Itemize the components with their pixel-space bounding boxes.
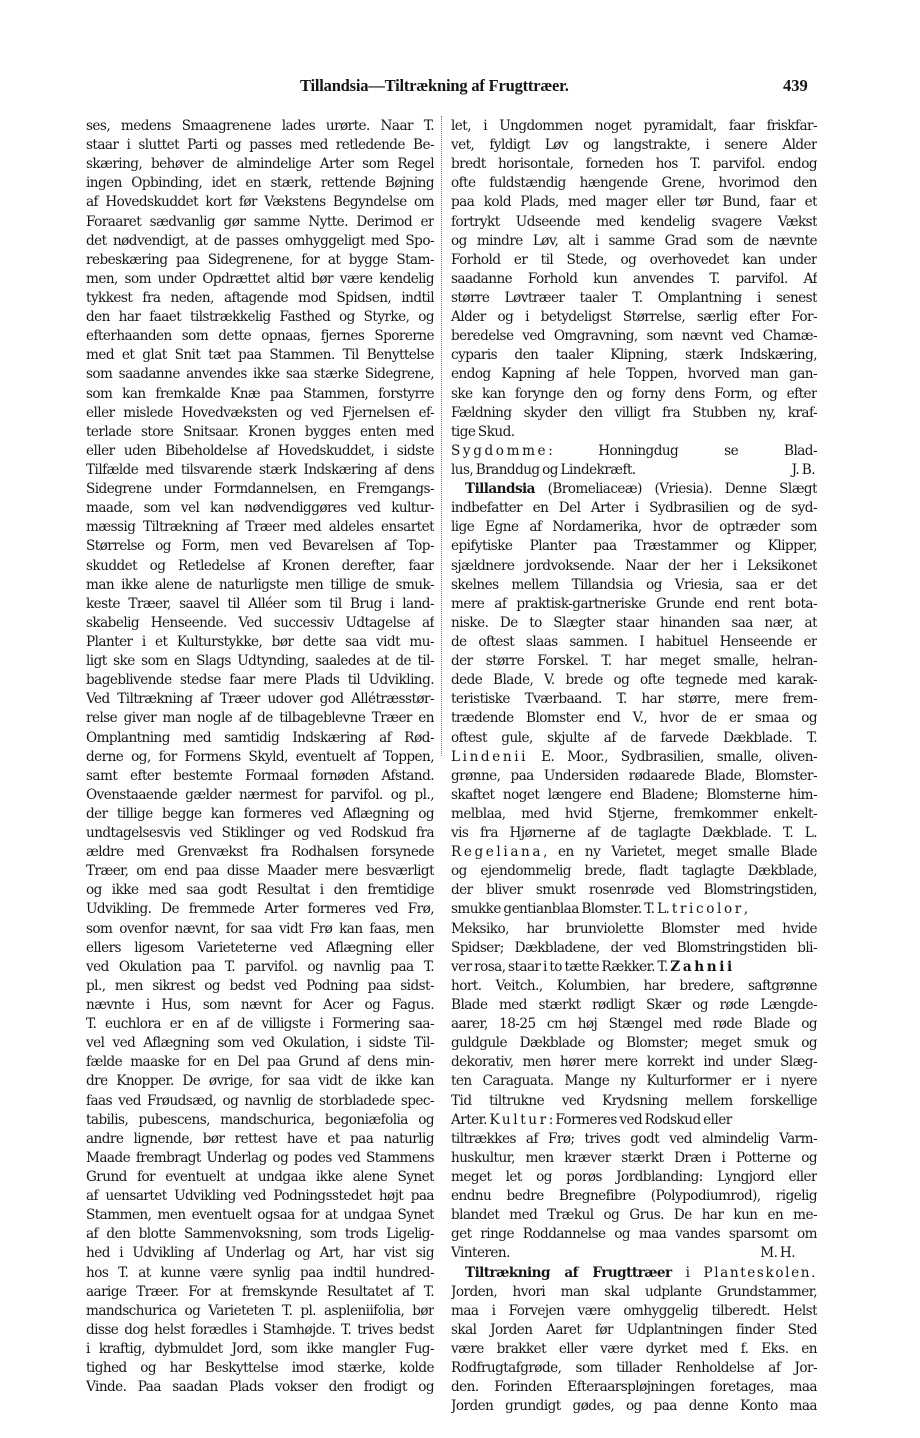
tiltraekning-heading: Tiltrækning af Frugttræer <box>465 1264 672 1281</box>
text-line: blandet med Trækul og Grus. De har kun en me- <box>451 1207 817 1224</box>
text-line: tykkest fra neden, aftagende mod Spidsen, indtil <box>86 289 434 306</box>
text-line: være brakket eller være dyrket med f. Eks. en <box>451 1341 817 1357</box>
text-line: guldgule Dækblade og Blomster; meget smuk og <box>451 1035 817 1052</box>
text-line: maade, som vel kan nødvendiggøres ved kultur- <box>86 500 434 517</box>
text-line: grønne, paa Undersiden rødaarede Blade, Blomster- <box>451 767 817 784</box>
text-line: det nødvendigt, at de passes omhyggeligt med Spo- <box>86 232 434 249</box>
text-line: med et glat Snit tæt paa Stammen. Til Benyttelse <box>86 347 434 364</box>
text-line: Størrelse og Form, men ved Bevarelsen af Top- <box>86 538 434 555</box>
text-line: hos T. at kunne være synlig paa indtil hundred- <box>86 1264 434 1281</box>
text-line: vis fra Hjørnerne af de taglagte Dækblade. T. L. <box>451 825 817 842</box>
text-line: tiltrækkes af Frø; trives godt ved almindelig Varm- <box>451 1130 817 1147</box>
tricolor-label: tricolor <box>671 901 744 918</box>
text-line: ved Okulation paa T. parvifol. og navnlig paa T. <box>86 958 434 975</box>
text-line: fælde maaske for en Del paa Grund af dens min- <box>86 1054 434 1071</box>
lindenii-entry <box>451 767 817 843</box>
text-line: der tillige begge kan formeres ved Aflægning og <box>86 805 434 822</box>
lindenii-text: E. Moor., Sydbrasilien, smalle, oliven- <box>528 748 817 765</box>
tricolor-entry <box>451 920 817 977</box>
tricolor-last-text: ver rosa, staar i to tætte Rækker. T. <box>451 958 668 975</box>
text-line: men, som under Opdrættet altid bør være kendelig <box>86 270 434 287</box>
text-line: Tid tiltrukne ved Krydsning mellem forskellige <box>451 1092 817 1109</box>
text-line: Stammen, men eventuelt ogsaa for at undgaa Synet <box>86 1207 434 1224</box>
text-line: Sidegrene under Formdannelsen, en Fremgangs- <box>86 481 434 498</box>
text-line: ses, medens Smaagrenene lades urørte. Naar T. <box>86 118 434 134</box>
lindenii-label: Lindenii <box>451 748 529 765</box>
text-line: der større Forskel. T. har meget smalle, helran- <box>451 653 817 670</box>
text-line: staar i sluttet Parti og passes med retledende Be- <box>86 137 434 154</box>
text-line: ingen Opbinding, idet en stærk, rettende Bøjning <box>86 175 434 192</box>
tricolor-comma: , <box>743 901 748 918</box>
text-line: Jorden grundigt gødes, og paa denne Konto maa <box>451 1398 817 1415</box>
text-line: af uensartet Udvikling ved Podningsstedet højt paa <box>86 1188 434 1205</box>
text-line: epifytiske Planter paa Træstammer og Klipper, <box>451 538 817 555</box>
text-line: den. Forinden Efteraarspløjningen foretages, maa <box>451 1379 817 1396</box>
tillandsia-first-line: (Bromeliaceæ) (Vriesia). Denne Slægt <box>534 481 817 498</box>
text-line: fortrykt Udseende med kendelig svagere Vækst <box>451 213 817 230</box>
zahnii-entry <box>451 977 817 1130</box>
kultur-label: Kultur <box>489 1111 549 1128</box>
text-line: hed i Udvikling af Underlag og Art, har vist sig <box>86 1245 434 1262</box>
text-line: ske kan forynge den og forny dens Form, og efter <box>451 385 817 402</box>
regeliana-last-text: smukke gentianblaa Blomster. T. L. <box>451 901 670 918</box>
sygdomme-end-line <box>451 461 817 480</box>
right-column <box>451 117 817 1416</box>
text-line: Vinde. Paa saadan Plads vokser den frodigt og <box>86 1379 434 1396</box>
text-line: mæssig Tiltrækning af Træer med aldeles ensartet <box>86 519 434 536</box>
text-line: ældre med Grenvækst fra Rodhalsen forsynede <box>86 844 434 861</box>
text-line: Forhold er til Stede, og overhovedet kan under <box>451 251 817 268</box>
text-line: og mindre Løv, alt i samme Grad som de nævnte <box>451 232 817 249</box>
text-line: niske. De to Slægter staar hinanden saa nær, at <box>451 614 817 631</box>
regeliana-line <box>451 843 817 862</box>
linden-continuation <box>451 117 817 442</box>
text-line: den har faaet tilstrækkelig Fasthed og Styrke, og <box>86 309 434 326</box>
text-line: aarige Træer. For at fremskynde Resultatet af T. <box>86 1283 434 1300</box>
author-signature-mh: M. H. <box>760 1245 795 1262</box>
text-line: som ovenfor nævnt, for saa vidt Frø kan faas, men <box>86 920 434 937</box>
text-line: mere af praktisk-gartneriske Grunde end rent bota- <box>451 595 817 612</box>
text-line: rebeskæring paa Sidegrenene, for at bygge Stam- <box>86 251 434 268</box>
text-line: og ikke med saa godt Resultat i den fremtidige <box>86 882 434 899</box>
text-line <box>451 900 817 919</box>
left-column <box>86 117 434 1397</box>
tiltraekning-heading-line <box>451 1264 817 1283</box>
text-line: Omplantning med samtidig Indskæring af Rød- <box>86 729 434 746</box>
text-line: Maade frembragt Underlag og podes ved Stammens <box>86 1149 434 1166</box>
text-line: mandschurica og Varieteten T. pl. aspleniifolia, bør <box>86 1302 434 1319</box>
text-line: Ovenstaaende gælder nærmest for parvifol. og pl., <box>86 786 434 803</box>
text-line: undtagelsesvis ved Stiklinger og ved Rodskud fra <box>86 825 434 842</box>
sygdomme-text: : Honningdug se Blad- <box>548 442 817 459</box>
text-line: tighed og har Beskyttelse imod stærke, kolde <box>86 1360 434 1377</box>
text-line: eller mislede Hovedvæksten og ved Fjernelsen ef- <box>86 404 434 421</box>
text-line: Rodfrugtafgrøde, som tillader Renholdelse af Jor- <box>451 1360 817 1377</box>
text-line: tige Skud. <box>451 423 515 440</box>
text-line: større Løvtræer taaler T. Omplantning i senest <box>451 289 817 306</box>
tillandsia-entry <box>451 499 817 747</box>
text-line: paa kold Plads, med mager eller tør Bund, faar et <box>451 194 817 211</box>
text-line: melblaa, med hvid Stjerne, fremkommer enkelt- <box>451 805 817 822</box>
text-line: Ved Tiltrækning af Træer udover god Allétræsstør- <box>86 691 434 708</box>
text-line: Alder og i betydeligst Størrelse, særlig efter For- <box>451 309 817 326</box>
text-line: endog Kapning af hele Toppen, hvorved man gan- <box>451 366 817 383</box>
text-line: cyparis den taaler Klipning, stærk Indskæring, <box>451 347 817 364</box>
text-line: indbefatter en Del Arter i Sydbrasilien og de syd- <box>451 500 817 517</box>
text-line: derne og, for Formens Skyld, eventuelt af Toppen, <box>86 748 434 765</box>
author-signature-jb: J. B. <box>791 461 815 478</box>
zahnii-label: Zahnii <box>670 958 735 975</box>
text-line: aarer, 18-25 cm høj Stængel med røde Blade og <box>451 1016 817 1033</box>
tiltraekning-entry <box>451 1283 817 1417</box>
column-divider <box>441 116 442 756</box>
text-line <box>451 1111 817 1130</box>
text-line: sjældnere jordvoksende. Naar der her i Leksikonet <box>451 557 817 574</box>
text-line: som kan fremkalde Knæ paa Stammen, forstyrre <box>86 385 434 402</box>
tillandsia-heading: Tillandsia <box>465 481 535 498</box>
text-line: teristiske Tværbaand. T. har større, mere frem- <box>451 691 817 708</box>
text-line: af Hovedskuddet kort før Vækstens Begyndelse om <box>86 194 434 211</box>
text-line: skaftet noget længere end Bladene; Blomsterne him- <box>451 786 817 803</box>
text-line: vel ved Aflægning som ved Okulation, i sidste Til- <box>86 1035 434 1052</box>
text-line: Meksiko, har brunviolette Blomster med hvide <box>451 920 817 937</box>
text-line: bageblivende stedse faar mere Plads til Udvikling. <box>86 672 434 689</box>
text-line: huskultur, men kræver stærkt Dræn i Potterne og <box>451 1149 817 1166</box>
text-line: Fældning skyder den villigt fra Stubben ny, kraf- <box>451 404 817 421</box>
sygdomme-line <box>451 442 817 461</box>
text-line: endnu bedre Bregnefibre (Polypodiumrod), rigelig <box>451 1188 817 1205</box>
text-line: vet, fyldigt Løv og langstrakte, i senere Alder <box>451 137 817 154</box>
regeliana-text: , en ny Varietet, meget smalle Blade <box>543 844 817 861</box>
text-line: relse giver man nogle af de tilbageblevne Træer en <box>86 710 434 727</box>
text-line: oftest gule, skjulte af de farvede Dækblade. T. <box>451 729 817 746</box>
text-line: trædende Blomster end V., hvor de er smaa og <box>451 710 817 727</box>
text-line: skæring, behøver de almindelige Arter som Regel <box>86 156 434 173</box>
text-line: Spidser; Dækbladene, der ved Blomstringstiden bli- <box>451 939 817 956</box>
text-line: pl., men sikrest og bedst ved Podning paa sidst- <box>86 977 434 994</box>
page-number: 439 <box>783 76 808 95</box>
text-line: Jorden, hvori man skal udplante Grundstammer, <box>451 1283 817 1300</box>
text-line: beredelse ved Omgravning, som nævnt ved Chamæ- <box>451 328 817 345</box>
regeliana-label: Regeliana <box>451 844 544 861</box>
text-line: skabelig Henseende. Ved successiv Udtagelse af <box>86 614 434 631</box>
text-line: der bliver smukt rosenrøde ved Blomstringstiden, <box>451 882 817 899</box>
text-line: Udvikling. De fremmede Arter formeres ved Frø, <box>86 901 434 918</box>
vinteren-text: Vinteren. <box>451 1245 510 1262</box>
text-line: Foraaret sædvanlig gør samme Nytte. Derimod er <box>86 213 434 230</box>
text-line: disse dog helst forædles i Stamhøjde. T. trives bedst <box>86 1321 434 1338</box>
text-line: T. euchlora er en af de villigste i Formering saa- <box>86 1016 434 1033</box>
text-line: lige Egne af Nordamerika, hvor de optræder som <box>451 519 817 536</box>
text-line: terlade store Snitsaar. Kronen bygges enten med <box>86 423 434 440</box>
running-title: Tillandsia—Tiltrækning af Frugttræer. <box>300 76 569 95</box>
text-line: eller uden Bibeholdelse af Hovedskuddet, i sidste <box>86 442 434 459</box>
tillandsia-heading-line <box>451 480 817 499</box>
text-line: Grund for eventuelt at undgaa ikke alene Synet <box>86 1169 434 1186</box>
text-line: som saadanne anvendes ikke saa stærke Sidegrene, <box>86 366 434 383</box>
text-line: skelnes mellem Tillandsia og Vriesia, saa er det <box>451 576 817 593</box>
text-line: Blade med stærkt rødligt Skær og røde Længde- <box>451 997 817 1014</box>
page-header <box>0 76 920 100</box>
text-line: dre Knopper. De øvrige, for saa vidt de ikke kan <box>86 1073 434 1090</box>
text-line: de oftest slaas sammen. I habituel Henseende er <box>451 633 817 650</box>
text-line: dede Blade, V. brede og ofte tegnede med karak- <box>451 672 817 689</box>
text-line: maa i Forvejen være omhyggelig tilberedt. Helst <box>451 1302 817 1319</box>
text-line: andre lignende, bør rettest have et paa naturlig <box>86 1130 434 1147</box>
text-line <box>451 958 817 977</box>
text-line: og ejendommelig brede, fladt taglagte Dækblade, <box>451 863 817 880</box>
text-line: ellers ligesom Varieteterne ved Aflægning eller <box>86 939 434 956</box>
text-line: Planter i et Kulturstykke, bør dette saa vidt mu- <box>86 633 434 650</box>
text-line: Træer, om end paa disse Maader mere besværligt <box>86 863 434 880</box>
text-line: faas ved Frøudsæd, og navnlig de storbladede spec- <box>86 1092 434 1109</box>
kultur-first-text: : Formeres ved Rodskud eller <box>548 1111 732 1128</box>
text-line: meget let og porøs Jordblanding: Lyngjord eller <box>451 1169 817 1186</box>
text-line: ligt ske som en Slags Udtynding, saaledes at de til- <box>86 653 434 670</box>
text-line: skuddet og Retledelse af Kronen derefter, faar <box>86 557 434 574</box>
text-line: tabilis, pubescens, mandschurica, begoniæfolia og <box>86 1111 434 1128</box>
text-line: Tilfælde med tilsvarende stærk Indskæring af dens <box>86 461 434 478</box>
kultur-entry <box>451 1130 817 1245</box>
text-line: bredt horisontale, forneden hos T. parvifol. endog <box>451 156 817 173</box>
text-line: hort. Veitch., Kolumbien, har bredere, saftgrønne <box>451 977 817 994</box>
text-line: af den blotte Sammenvoksning, som trods Ligelig- <box>86 1226 434 1243</box>
text-line: ofte fuldstændig hængende Grene, hvorimod den <box>451 175 817 192</box>
vinteren-line <box>451 1244 817 1263</box>
tiltraekning-connector: i <box>671 1264 704 1281</box>
text-line: get ringe Roddannelse og maa vandes sparsomt om <box>451 1226 817 1243</box>
text-line: dekorativ, men hører mere korrekt ind under Slæg- <box>451 1054 817 1071</box>
regeliana-entry <box>451 862 817 919</box>
text-line: efterhaanden som dette opnaas, fjernes Sporerne <box>86 328 434 345</box>
text-line: ten Caraguata. Mange ny Kulturformer er i nyere <box>451 1073 817 1090</box>
text-line: samt efter bestemte Formaal fornøden Afstand. <box>86 767 434 784</box>
zahnii-last-text: Arter. <box>451 1111 487 1128</box>
lindenii-line <box>451 748 817 767</box>
text-line: keste Træer, saavel til Alléer som til Brug i land- <box>86 595 434 612</box>
sygdomme-end: lus, Branddug og Lindekræft. <box>451 461 636 478</box>
planteskolen-label: Planteskolen. <box>703 1264 817 1281</box>
text-line: i kraftig, dybmuldet Jord, som ikke mangler Fug- <box>86 1341 434 1357</box>
text-line: let, i Ungdommen noget pyramidalt, faar friskfar- <box>451 118 817 134</box>
text-line: saadanne Forhold kun anvendes T. parvifol. Af <box>451 270 817 287</box>
text-line: nævnte i Hus, som nævnt for Acer og Fagus. <box>86 997 434 1014</box>
text-line: skal Jorden Aaret før Udplantningen finder Sted <box>451 1321 817 1338</box>
text-line: man ikke alene de naturligste men tillige de smuk- <box>86 576 434 593</box>
sygdomme-label: Sygdomme <box>451 442 549 459</box>
